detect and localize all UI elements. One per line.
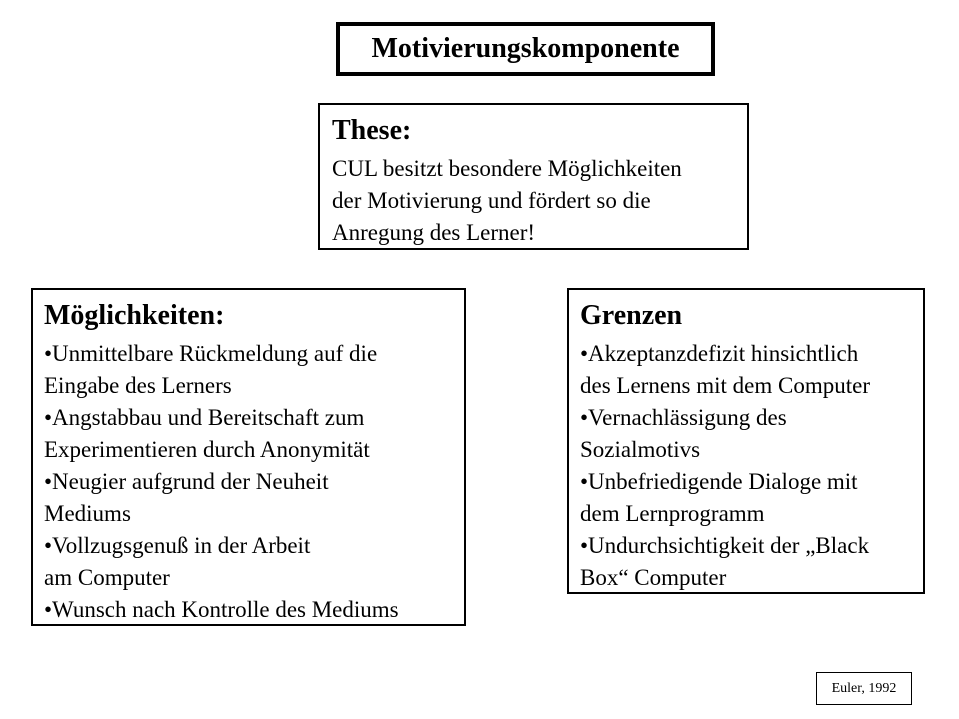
list-item-line: •Wunsch nach Kontrolle des Mediums [44, 597, 399, 622]
diagram-title: Motivierungskomponente [371, 33, 680, 64]
list-item [580, 530, 915, 594]
list-item-line: •Angstabbau und Bereitschaft zum [44, 405, 365, 430]
list-item-line: dem Lernprogramm [580, 501, 765, 526]
grenzen-heading: Grenzen [580, 300, 683, 331]
list-item [580, 402, 915, 466]
these-box [318, 103, 749, 250]
list-item [44, 530, 456, 594]
list-item-line: Box“ Computer [580, 565, 727, 590]
these-heading: These: [332, 115, 412, 146]
list-item [44, 466, 456, 530]
list-item-line: •Akzeptanzdefizit hinsichtlich [580, 341, 859, 366]
moeglichkeiten-heading: Möglichkeiten: [44, 300, 225, 331]
list-item [44, 594, 456, 626]
grenzen-list [580, 338, 915, 594]
these-line: der Motivierung und fördert so die [332, 188, 651, 213]
list-item [44, 402, 456, 466]
moeglichkeiten-list [44, 338, 456, 626]
list-item-line: •Vollzugsgenuß in der Arbeit [44, 533, 311, 558]
source-citation: Euler, 1992 [816, 672, 912, 705]
list-item-line: Sozialmotivs [580, 437, 701, 462]
list-item-line: •Undurchsichtigkeit der „Black [580, 533, 870, 558]
list-item-line: •Vernachlässigung des [580, 405, 787, 430]
title-box [336, 22, 715, 76]
list-item-line: •Unbefriedigende Dialoge mit [580, 469, 858, 494]
list-item-line: am Computer [44, 565, 170, 590]
these-line: Anregung des Lerner! [332, 220, 536, 245]
list-item [580, 338, 915, 402]
list-item [44, 338, 456, 402]
list-item-line: Mediums [44, 501, 131, 526]
list-item-line: •Unmittelbare Rückmeldung auf die [44, 341, 378, 366]
grenzen-box [567, 288, 925, 594]
these-text [332, 153, 737, 249]
list-item [580, 466, 915, 530]
list-item-line: Experimentieren durch Anonymität [44, 437, 370, 462]
list-item-line: •Neugier aufgrund der Neuheit [44, 469, 329, 494]
these-line: CUL besitzt besondere Möglichkeiten [332, 156, 682, 181]
list-item-line: Eingabe des Lerners [44, 373, 232, 398]
moeglichkeiten-box [31, 288, 466, 626]
list-item-line: des Lernens mit dem Computer [580, 373, 870, 398]
